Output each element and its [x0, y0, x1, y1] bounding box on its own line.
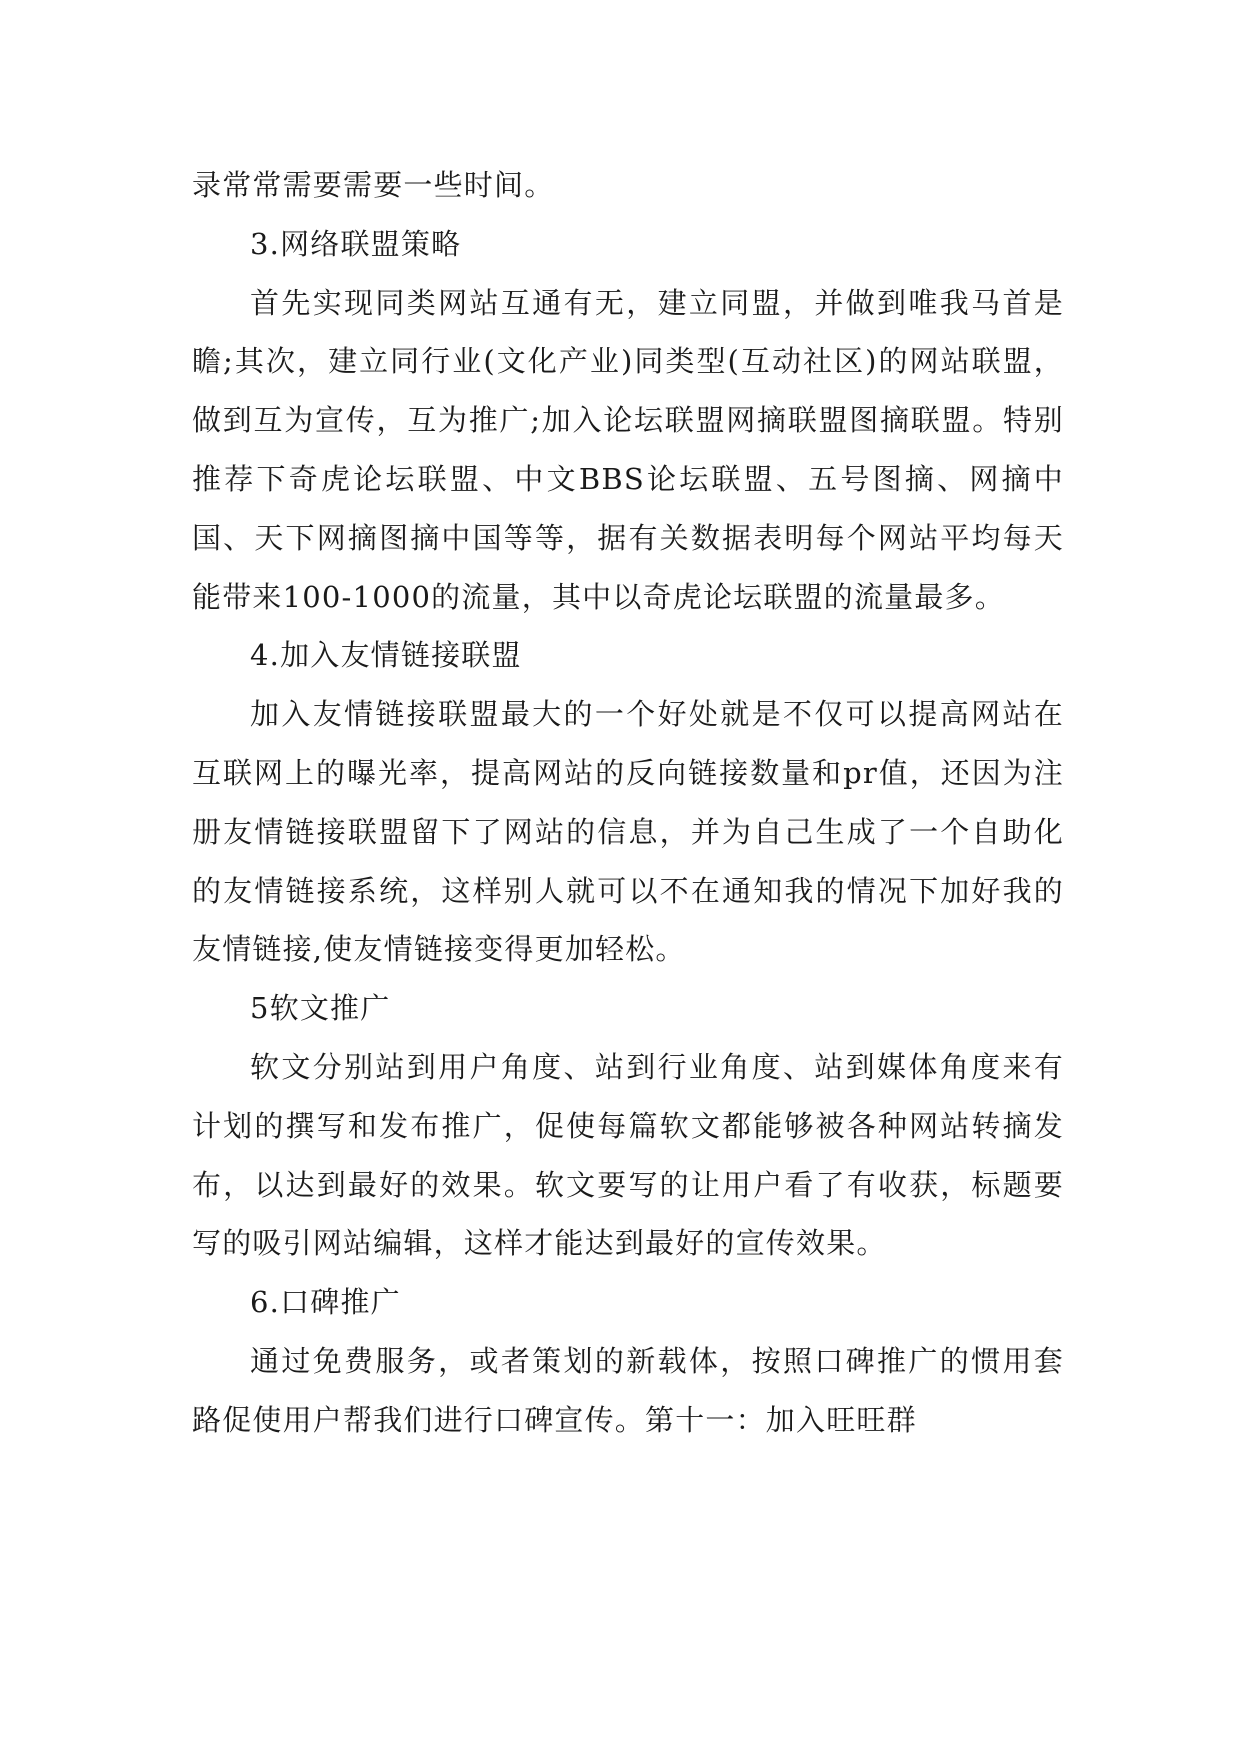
section-heading-network-alliance: 3.网络联盟策略: [250, 226, 462, 261]
paragraph-network-alliance: 首先实现同类网站互通有无，建立同盟，并做到唯我马首是瞻;其次，建立同行业(文化产业)同类型(互动社区)的网站联盟，做到互为宣传，互为推广;加入论坛联盟网摘联盟图摘联盟。特别推荐下奇虎论坛联盟、中文BBS论坛联盟、五号图摘、网摘中国、天下网摘图摘中国等等，据有关数据表明每个网站平均每天能带来100-1000的流量，其中以奇虎论坛联盟的流量最多。: [192, 285, 1064, 614]
document-body: [192, 156, 1064, 1450]
section-heading-friend-links: 4.加入友情链接联盟: [250, 638, 522, 673]
paragraph-continuation: 录常常需要需要一些时间。: [192, 168, 555, 202]
section-heading-soft-article: 5软文推广: [250, 991, 391, 1026]
paragraph-soft-article: 软文分别站到用户角度、站到行业角度、站到媒体角度来有计划的撰写和发布推广，促使每篇软文都能够被各种网站转摘发布，以达到最好的效果。软文要写的让用户看了有收获，标题要写的吸引网站编辑，这样才能达到最好的宣传效果。: [192, 1049, 1064, 1261]
paragraph-friend-links: 加入友情链接联盟最大的一个好处就是不仅可以提高网站在互联网上的曝光率，提高网站的反向链接数量和pr值，还因为注册友情链接联盟留下了网站的信息，并为自己生成了一个自助化的友情链接系统，这样别人就可以不在通知我的情况下加好我的友情链接,使友情链接变得更加轻松。: [192, 697, 1064, 967]
section-heading-word-of-mouth: 6.口碑推广: [250, 1285, 401, 1320]
paragraph-word-of-mouth: 通过免费服务，或者策划的新载体，按照口碑推广的惯用套路促使用户帮我们进行口碑宣传。第十一：加入旺旺群: [192, 1343, 1064, 1437]
